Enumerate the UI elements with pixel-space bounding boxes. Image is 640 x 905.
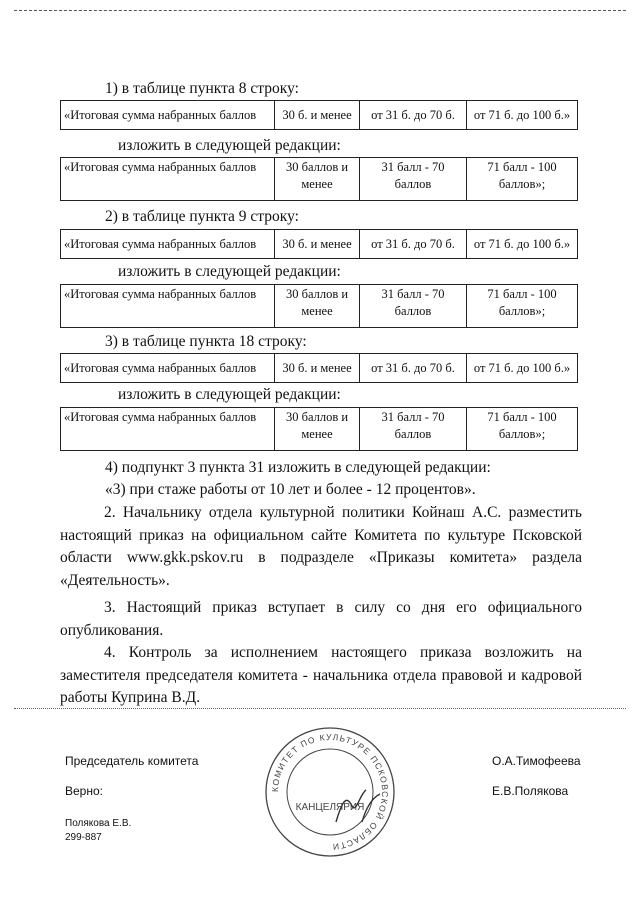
table-cell: от 31 б. до 70 б. [360, 101, 467, 130]
verno-name: Е.В.Полякова [492, 784, 569, 798]
table-cell: «Итоговая сумма набранных баллов [61, 354, 275, 383]
cell-line: 31 балл - 70 [381, 160, 445, 174]
table-cell: от 31 б. до 70 б. [360, 230, 467, 259]
item2-new-table [60, 284, 578, 328]
table-cell: 30 б. и менее [275, 101, 360, 130]
paragraph-3-text: 3. Настоящий приказ вступает в силу со дня его официального опубликования. [60, 599, 582, 639]
executor-name: Полякова Е.В. [65, 818, 132, 829]
verno-label: Верно: [65, 784, 103, 798]
table-cell [467, 158, 578, 201]
cell-line: 30 баллов и [285, 410, 349, 424]
chair-title: Председатель комитета [65, 754, 199, 768]
stamp-inner-ring [287, 749, 373, 835]
cell-line: 71 балл - 100 [487, 410, 557, 424]
table-row [61, 101, 578, 130]
item4-line1: 4) подпункт 3 пункта 31 изложить в следующей редакции: [105, 459, 491, 476]
table-cell: «Итоговая сумма набранных баллов [61, 158, 275, 201]
cell-line: 71 балл - 100 [487, 160, 557, 174]
office-stamp [262, 724, 398, 860]
executor-phone: 299-887 [65, 832, 102, 843]
table-cell [360, 408, 467, 451]
cell-line: баллов [394, 427, 432, 441]
paragraph-4 [60, 642, 582, 710]
table-row [61, 408, 578, 451]
paragraph-2 [60, 502, 582, 592]
table-cell: от 71 б. до 100 б.» [467, 354, 578, 383]
item3-intro: 3) в таблице пункта 18 строку: [105, 333, 307, 350]
chair-name: О.А.Тимофеева [492, 754, 581, 768]
item1-transition: изложить в следующей редакции: [118, 137, 341, 154]
table-cell: от 71 б. до 100 б.» [467, 101, 578, 130]
stamp-center-text: КАНЦЕЛЯРИЯ [295, 802, 365, 813]
table-row [61, 158, 578, 201]
table-cell [467, 285, 578, 328]
table-cell [275, 158, 360, 201]
cell-line: баллов»; [498, 304, 546, 318]
cell-line: менее [301, 177, 333, 191]
table-row [61, 230, 578, 259]
table-row [61, 354, 578, 383]
item2-transition: изложить в следующей редакции: [118, 263, 341, 280]
cell-line: 71 балл - 100 [487, 287, 557, 301]
stamp-ring-text: КОМИТЕТ ПО КУЛЬТУРЕ ПСКОВСКОЙ ОБЛАСТИ [269, 731, 391, 853]
table-cell: «Итоговая сумма набранных баллов [61, 230, 275, 259]
stamp-outer-ring [266, 728, 394, 856]
cell-line: баллов»; [498, 427, 546, 441]
table-cell: «Итоговая сумма набранных баллов [61, 101, 275, 130]
table-cell [360, 285, 467, 328]
table-cell [275, 285, 360, 328]
paragraph-2-text: 2. Начальнику отдела культурной политики Койнаш А.С. разместить настоящий приказ на официальном сайте Комитета по культуре Псковской области www.gkk.pskov.ru в подразделе «Приказы комитета» раздела «Деятельность». [60, 504, 582, 589]
table-cell: от 71 б. до 100 б.» [467, 230, 578, 259]
cell-line: 31 балл - 70 [381, 287, 445, 301]
table-row [61, 285, 578, 328]
page-divider [14, 708, 626, 709]
table-cell: «Итоговая сумма набранных баллов [61, 285, 275, 328]
cell-line: 30 баллов и [285, 160, 349, 174]
item2-intro: 2) в таблице пункта 9 строку: [105, 208, 299, 225]
table-cell [467, 408, 578, 451]
item1-old-table [60, 100, 578, 130]
cell-line: 30 баллов и [285, 287, 349, 301]
table-cell: 30 б. и менее [275, 354, 360, 383]
cell-line: баллов»; [498, 177, 546, 191]
table-cell: «Итоговая сумма набранных баллов [61, 408, 275, 451]
table-cell [360, 158, 467, 201]
cell-line: 31 балл - 70 [381, 410, 445, 424]
cell-line: менее [301, 304, 333, 318]
paragraph-4-text: 4. Контроль за исполнением настоящего приказа возложить на заместителя председателя комитета - начальника отдела правовой и кадровой работы Куприна В.Д. [60, 644, 582, 706]
item2-old-table [60, 229, 578, 259]
item3-transition: изложить в следующей редакции: [118, 386, 341, 403]
table-cell [275, 408, 360, 451]
item3-new-table [60, 407, 578, 451]
cell-line: баллов [394, 304, 432, 318]
item3-old-table [60, 353, 578, 383]
cell-line: менее [301, 427, 333, 441]
table-cell: 30 б. и менее [275, 230, 360, 259]
top-border-line [14, 10, 626, 11]
item1-new-table [60, 157, 578, 201]
paragraph-3 [60, 597, 582, 642]
table-cell: от 31 б. до 70 б. [360, 354, 467, 383]
cell-line: баллов [394, 177, 432, 191]
item1-intro: 1) в таблице пункта 8 строку: [105, 80, 299, 97]
item4-line2: «3) при стаже работы от 10 лет и более - 12 процентов». [105, 481, 476, 498]
